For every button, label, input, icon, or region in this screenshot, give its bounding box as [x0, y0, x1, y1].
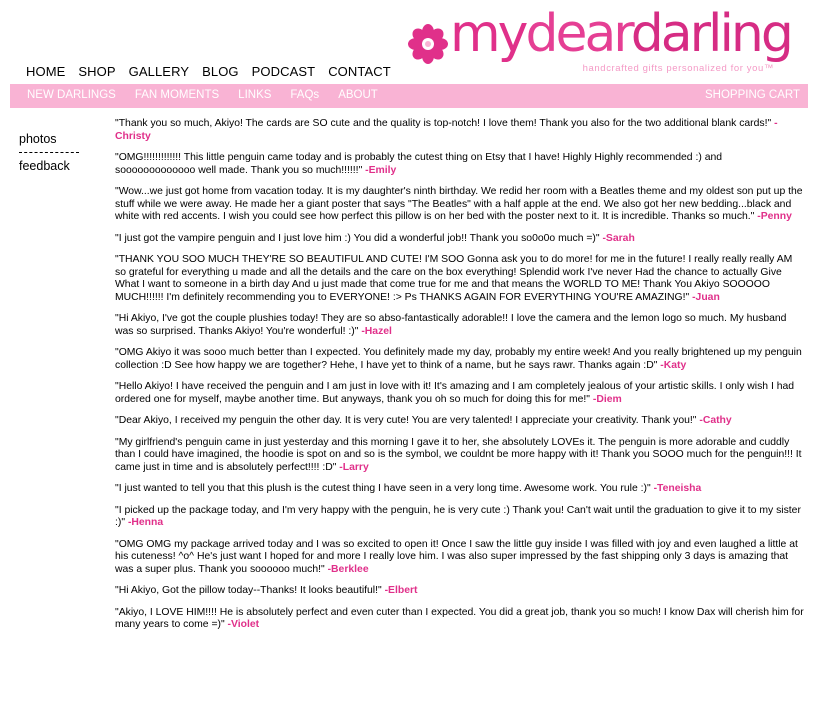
testimonial [115, 437, 805, 475]
testimonial-author: -Teneisha [653, 483, 702, 494]
top-nav [26, 64, 404, 79]
testimonial-author: -Diem [592, 393, 622, 405]
shopping-cart-link[interactable]: SHOPPING CART [705, 89, 800, 101]
testimonial-text: "Wow...we just got home from vacation today. It is my daughter's ninth birthday. We redid her room with a Beatles theme and my oldest son put up the stuff while we were away. He made her a giant poster that says "The Beatles" with a half apple at the end. We also got her new bedding...black and white with red accents. I wish you could see how perfect this pillow is on her bed with the poster next to it. It is incredible. Thanks so much." [115, 186, 803, 222]
testimonial-text: "My girlfriend's penguin came in just yesterday and this morning I gave it to her, she absolutely LOVEs it. The penguin is more adorable and cuddly than I could have imagined, the hoodie is spot on and so is the symbol, we couldnt be more happy with it! Thank you SOOO much for the penguin!!! It came just in time and is absolutely perfect!!!! :D" [115, 436, 802, 473]
testimonial-author: -Cathy [699, 415, 732, 426]
testimonial-text: "I just got the vampire penguin and I just love him :) You did a wonderful job!! Thank you so0o0o much =)" [115, 232, 603, 244]
testimonial-text: "Dear Akiyo, I received my penguin the other day. It is very cute! You are very talented! I appreciate your creativity. Thank you!" [115, 415, 700, 426]
testimonial-text: "Akiyo, I LOVE HIM!!!! He is absolutely perfect and even cuter than I expected. You did a great job, thank you so much! I know Dax will cherish him for many years to come =)" [115, 606, 804, 630]
header [0, 0, 818, 84]
testimonial [115, 186, 805, 224]
sub-nav-links [27, 89, 397, 101]
sidebar-feedback[interactable]: feedback [19, 159, 70, 173]
testimonial [115, 118, 805, 143]
logo-wordmark [450, 4, 791, 64]
testimonial-text: "Hi Akiyo, Got the pillow today--Thanks! It looks beautiful!" [115, 585, 385, 596]
testimonial [115, 233, 805, 246]
testimonial-text: "OMG OMG my package arrived today and I was so excited to open it! Once I saw the little guy inside I was filled with joy and even laughed a little at his cuteness! ^o^ He's just want I hoped for and more I really love him. I was also super impressed by the fast shipping only 3 days is amazing that was a super plus. Thank you soooooo much!" [115, 538, 798, 575]
testimonial-author: -Christy [115, 118, 778, 142]
testimonial-author: -Juan [692, 291, 720, 303]
testimonial-author: -Larry [339, 461, 369, 473]
testimonial [115, 607, 805, 632]
testimonial [115, 254, 805, 304]
nav-blog[interactable]: BLOG [202, 64, 239, 79]
flower-icon [408, 24, 448, 64]
testimonial-author: -Henna [127, 517, 164, 528]
testimonial-text: "I picked up the package today, and I'm very happy with the penguin, he is very cute :) Thank you! Can't wait until the graduation to give it to my sister :)" [115, 504, 801, 528]
testimonial [115, 505, 805, 530]
testimonial-text: "Thank you so much, Akiyo! The cards are SO cute and the quality is top-notch! I love them! Thank you also for the two additional blank cards!" [115, 118, 775, 129]
testimonial [115, 313, 805, 338]
testimonial [115, 381, 805, 406]
subnav-about[interactable]: ABOUT [338, 89, 378, 101]
testimonial-text: "OMG Akiyo it was sooo much better than I expected. You definitely made my day, probably my entire week! And you really brightened up my penguin collection :D See how happy we are together? Hehe, I have yet to think of a name, but he says rawr. Thanks again :D" [115, 347, 802, 371]
testimonial-author: -Sarah [602, 232, 635, 244]
subnav-links[interactable]: LINKS [238, 89, 272, 101]
nav-home[interactable]: HOME [26, 64, 66, 79]
sub-nav-bar [10, 84, 808, 108]
nav-gallery[interactable]: GALLERY [128, 64, 190, 79]
subnav-faqs[interactable]: FAQs [290, 89, 320, 101]
testimonial-text: "Hi Akiyo, I've got the couple plushies today! They are so abso-fantastically adorable!! I love the camera and the lemon logo so much. My husband was so surprised. Thanks Akiyo! You're wonderful! :)" [115, 313, 787, 337]
testimonial-author: -Emily [365, 164, 397, 176]
testimonial-author: -Berklee [327, 563, 369, 575]
testimonial-text: "Hello Akiyo! I have received the penguin and I am just in love with it! It's amazing and I am completely jealous of your artistic skills. I only wish I had ordered one for myself, maybe another time. But anyways, thank you oh so much for doing this for me!" [115, 381, 795, 405]
logo-part-darling: darling [630, 4, 791, 64]
brand-logo[interactable] [408, 6, 800, 82]
testimonial-author: -Katy [660, 359, 687, 371]
sidebar-divider [19, 152, 79, 153]
testimonial-author: -Violet [227, 619, 260, 630]
testimonial [115, 347, 805, 372]
logo-part-dear: dear [525, 4, 631, 64]
sidebar-photos[interactable]: photos [19, 132, 57, 146]
testimonial [115, 152, 805, 177]
testimonial [115, 483, 805, 496]
testimonial-text: "OMG!!!!!!!!!!!!! This little penguin came today and is probably the cutest thing on Etsy that I have! Highly Highly recommended :) and sooooooooooooo well made. Thank you so much!!!!!!" [115, 152, 723, 176]
sidebar [19, 132, 89, 173]
nav-shop[interactable]: SHOP [78, 64, 116, 79]
testimonial-text: "I just wanted to tell you that this plush is the cutest thing I have seen in a very long time. Awesome work. You rule :)" [115, 483, 654, 494]
logo-part-my: my [450, 4, 526, 64]
testimonial-author: -Elbert [384, 585, 418, 596]
subnav-new-darlings[interactable]: NEW DARLINGS [27, 89, 116, 101]
testimonial [115, 539, 805, 577]
nav-contact[interactable]: CONTACT [328, 64, 391, 79]
nav-podcast[interactable]: PODCAST [251, 64, 316, 79]
testimonials-list [115, 118, 805, 641]
testimonial [115, 585, 805, 598]
subnav-fan-moments[interactable]: FAN MOMENTS [134, 89, 220, 101]
tagline: handcrafted gifts personalized for you™ [582, 63, 774, 74]
testimonial [115, 415, 805, 428]
testimonial-text: "THANK YOU SOO MUCH THEY'RE SO BEAUTIFUL AND CUTE! I'M SOO Gonna ask you to do more! for me in the future! I really really really AM so grateful for everything u made and all the details and the care on the box everything! Splendid work I've never Had the chance to actually Give What I want to someone in a birth day And u just made that come true for me and that means the WORLD TO ME! Thank You Akiyo SOOOOO MUCH!!!!!! I'm definitely recommending you to EVERYONE! :> Ps THANKS AGAIN FOR EVERYTHING YOU'RE AMAZING!" [115, 254, 793, 303]
testimonial-author: -Hazel [361, 325, 392, 337]
testimonial-author: -Penny [757, 211, 792, 222]
